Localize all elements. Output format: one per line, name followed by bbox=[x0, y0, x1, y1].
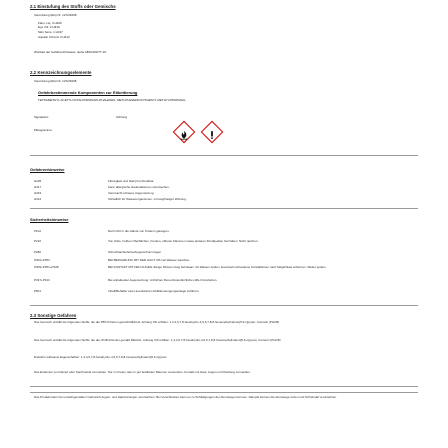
exclamation-icon bbox=[207, 127, 217, 137]
precaution-code: P305+P351+P338 bbox=[34, 266, 59, 269]
hazard-code: H412 bbox=[34, 198, 42, 201]
section-divider-2 bbox=[30, 208, 418, 209]
regulation-line: Verordnung (EG) Nr. 1272/2008 bbox=[34, 13, 77, 17]
ghs-exclamation-diamond bbox=[201, 121, 224, 144]
precaution-code: P102 bbox=[34, 230, 42, 233]
section-divider-1 bbox=[30, 155, 418, 156]
classification-line-3: Skin Sens. 1 H317 bbox=[38, 30, 63, 34]
precaution-text: Von Hitze, heißen Oberflächen, Funken, offenen Flammen sowie anderen Zündquellen fernhalten. Nicht rauchen. bbox=[108, 240, 259, 243]
flame-icon bbox=[179, 127, 189, 137]
regulation-line-2: Verordnung (EG) Nr. 1272/2008 bbox=[34, 79, 77, 83]
precaution-text: Schutzhandschuhe/Augenschutz tragen. bbox=[108, 251, 162, 254]
hazard-text: Flüssigkeit und Dampf entzündbar. bbox=[108, 180, 155, 183]
precaution-text: Inhalt/Behälter einer anerkannten Abfallentsorgungsanlage zuführen. bbox=[108, 290, 200, 293]
precaution-code: P302+P352 bbox=[34, 259, 50, 262]
section-divider-3 bbox=[30, 305, 418, 306]
section-21-heading: 2.1 Einstufung des Stoffs oder Gemischs bbox=[30, 4, 116, 9]
hazard-code: H226 bbox=[34, 180, 42, 183]
other-hazards-paragraph-3: Endokrin wirksame Eigenschaften: 1,3,4,6,7,8-hexahydro-4,6,6,7,8,8-hexamethylindeno[5,6-c]pyran bbox=[34, 356, 167, 359]
other-hazards-paragraph-2: Das Gemisch enthält die folgenden Stoffe, die die vPvB-Kriterien gemäß REACH, Anhang XIII erfüllen: 1,3,4,6,7,8-hexahydro-4,6,6,7,8,8-hexamethylindeno[5,6-c]pyran; Cumarin (PHCB) bbox=[34, 339, 281, 342]
hazard-text: Verursacht schwere Augenreizung. bbox=[108, 192, 155, 195]
classification-line-2: Eye Irrit. 2 H319 bbox=[38, 25, 60, 29]
precaution-text: Darf nicht in die Hände von Kindern gelangen. bbox=[108, 230, 170, 233]
other-hazards-paragraph-1: Das Gemisch enthält die folgenden Stoffe, die die PBT-Kriterien gemäß REACH, Anhang XIII erfüllen: 1,3,4,6,7,8-hexahydro-4,6,6,7,8,8-hexamethylindeno[5,6-c]pyran; Cumarin (PHCB) bbox=[34, 321, 280, 324]
components-label: Gefahrbestimmende Komponenten zur Etikettierung bbox=[38, 90, 138, 95]
precaution-text: Bei anhaltender Augenreizung: Ärztlichen Rat einholen/ärztliche Hilfe hinzuziehen. bbox=[108, 279, 218, 282]
hazard-remark: Wortlaut der Gefahrenhinweise: siehe ABSCHNITT 16. bbox=[34, 50, 107, 54]
hazard-text: Kann allergische Hautreaktionen verursachen. bbox=[108, 186, 170, 189]
hazard-code: H317 bbox=[34, 186, 42, 189]
hazard-text: Schädlich für Wasserorganismen, mit langfristiger Wirkung. bbox=[108, 198, 187, 201]
section-divider-5 bbox=[30, 392, 418, 393]
section-23-heading: 2.3 Sonstige Gefahren bbox=[30, 313, 77, 318]
precautionary-statements-label: Sicherheitshinweise bbox=[30, 217, 69, 222]
precaution-text: BEI KONTAKT MIT DEN AUGEN: Einige Minuten lang behutsam mit Wasser spülen. Eventuell vorhandene Kontaktlinsen nach Möglichkeit entfernen. Weiter spülen. bbox=[108, 266, 327, 269]
precaution-code: P210 bbox=[34, 240, 42, 243]
hazard-code: H319 bbox=[34, 192, 42, 195]
classification-line-4: Aquatic Chronic 3 H412 bbox=[38, 35, 70, 39]
ghs-flame-diamond bbox=[173, 121, 196, 144]
precaution-code: P280 bbox=[34, 251, 42, 254]
other-hazards-paragraph-5: Das Produkt kann bei unsachgemäßem Gebrauch Augen- und Hautreizungen verursachen. Bei Verschlucken kann es zu Schädigungen der Atemwege kommen. Dämpfe können die Atemwege reizen und Schwindel verursachen. bbox=[34, 396, 338, 399]
precaution-text: BEI BERÜHRUNG MIT DER HAUT: Mit viel Wasser waschen. bbox=[108, 259, 191, 262]
other-hazards-paragraph-4: Das Einatmen von Dampf oder Sprühnebel vermeiden. Nur im Freien oder in gut belüfteten Räumen verwenden. Kontakt mit Haut, Augen und Kleidung vermeiden. bbox=[34, 371, 251, 374]
hazard-statements-label: Gefahrenhinweise bbox=[30, 167, 65, 172]
signal-word-label: Signalwort: bbox=[34, 115, 49, 119]
signal-word: Achtung bbox=[116, 115, 128, 119]
classification-line-1: Flam. Liq. 3 H226 bbox=[38, 21, 62, 25]
section-22-heading: 2.2 Kennzeichnungselemente bbox=[30, 70, 92, 75]
section-divider-4 bbox=[30, 386, 418, 387]
pictograms-label: Piktogramme: bbox=[34, 128, 53, 132]
precaution-code: P501 bbox=[34, 290, 42, 293]
precaution-code: P337+P313 bbox=[34, 279, 50, 282]
components-text: TETRAMETHYL ACETYLOCTAHYDRONAPHTHALENES, METHYLENEDIOXYPHENYL METHYLPROPANAL bbox=[38, 98, 186, 102]
